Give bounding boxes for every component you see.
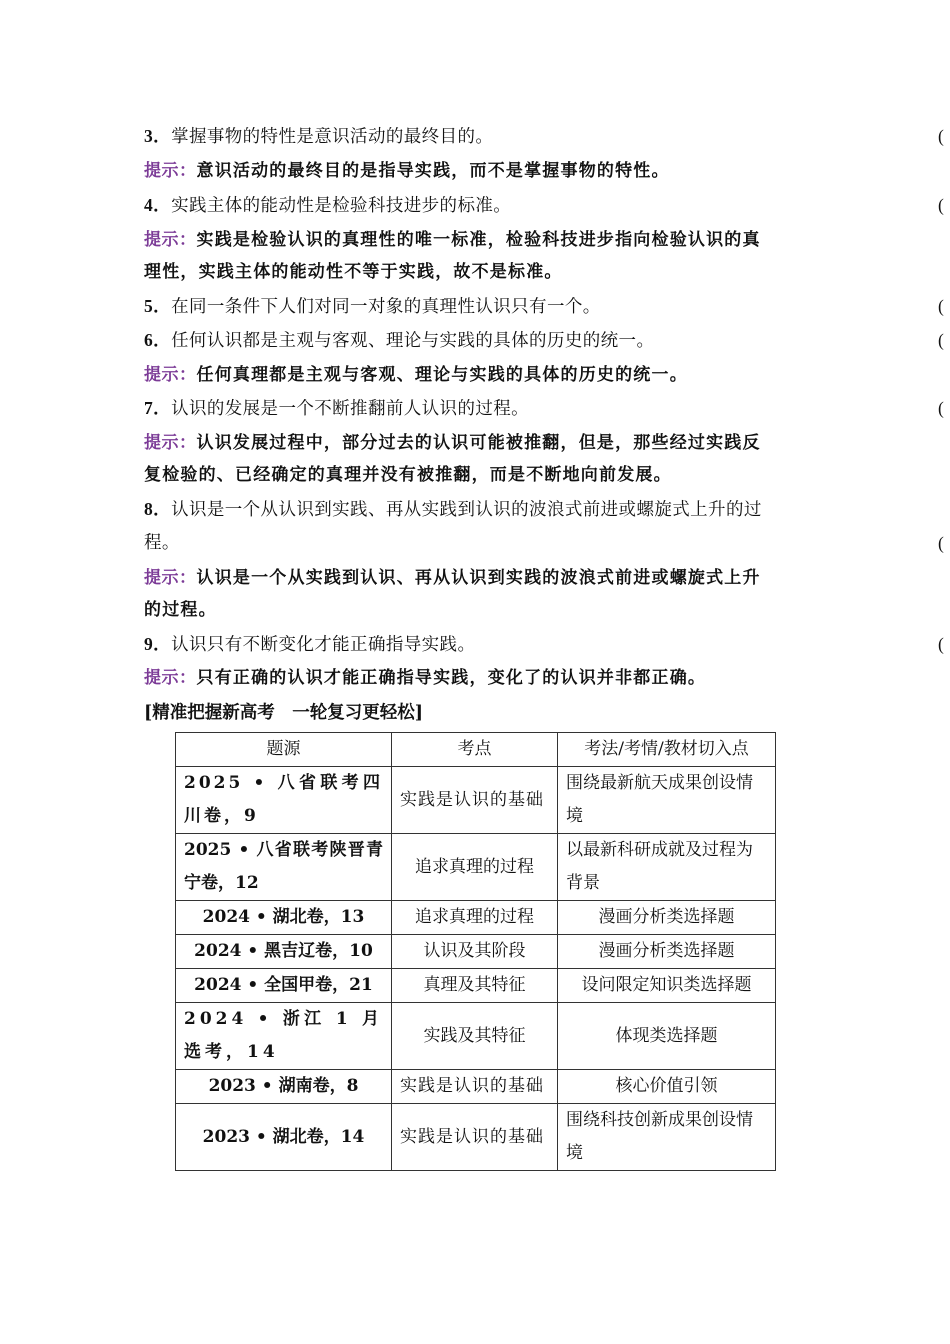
cell-source: 2023 • 湖北卷，14 — [176, 1104, 392, 1171]
question-number: 5． — [144, 296, 172, 316]
column-header-source: 题源 — [176, 733, 392, 767]
hint-9 — [144, 668, 806, 688]
cell-angle: 漫画分析类选择题 — [558, 935, 776, 969]
cell-point: 真理及其特征 — [392, 969, 558, 1003]
answer-paren: ( — [938, 195, 944, 215]
cell-point: 实践是认识的基础 — [392, 1070, 558, 1104]
cell-angle: 围绕最新航天成果创设情境 — [558, 767, 776, 834]
answer-paren: ( — [938, 398, 944, 418]
cell-angle: 设问限定知识类选择题 — [558, 969, 776, 1003]
cell-angle: 围绕科技创新成果创设情境 — [558, 1104, 776, 1171]
question-text: 程。 — [144, 533, 180, 553]
hint-text: 认识是一个从实践到认识、再从认识到实践的波浪式前进或螺旋式上升 — [196, 568, 761, 588]
question-8-cont — [144, 533, 806, 553]
section-title: [精准把握新高考 一轮复习更轻松] — [144, 703, 424, 723]
hint-text: 意识活动的最终目的是指导实践，而不是掌握事物的特性。 — [196, 161, 670, 181]
hint-label: 提示： — [144, 161, 197, 181]
question-6 — [144, 330, 806, 351]
question-number: 3． — [144, 126, 172, 146]
exam-source-table — [175, 732, 776, 1171]
table-row — [176, 1104, 776, 1171]
question-text: 认识是一个从认识到实践、再从实践到认识的波浪式前进或螺旋式上升的过 — [171, 500, 762, 520]
question-number: 8． — [144, 499, 172, 519]
table-row — [176, 1070, 776, 1104]
hint-8 — [144, 568, 806, 588]
question-number: 9． — [144, 634, 172, 654]
table-row — [176, 969, 776, 1003]
question-text: 认识的发展是一个不断推翻前人认识的过程。 — [171, 399, 530, 419]
answer-paren: ( — [938, 126, 944, 146]
hint-7-cont — [144, 465, 806, 485]
cell-angle: 体现类选择题 — [558, 1003, 776, 1070]
cell-source: 2024 • 全国甲卷，21 — [176, 969, 392, 1003]
hint-text: 实践是检验认识的真理性的唯一标准，检验科技进步指向检验认识的真 — [196, 230, 761, 250]
table-row — [176, 935, 776, 969]
column-header-point: 考点 — [392, 733, 558, 767]
hint-6 — [144, 365, 806, 385]
question-text: 认识只有不断变化才能正确指导实践。 — [171, 635, 476, 655]
cell-source: 2024 • 湖北卷，13 — [176, 901, 392, 935]
table-row — [176, 834, 776, 901]
cell-source: 2024 • 黑吉辽卷，10 — [176, 935, 392, 969]
cell-point: 实践是认识的基础 — [392, 767, 558, 834]
cell-source: 2024 • 浙江 1 月选考，14 — [176, 1003, 392, 1070]
question-text: 任何认识都是主观与客观、理论与实践的具体的历史的统一。 — [171, 331, 655, 351]
hint-8-cont — [144, 600, 806, 620]
question-text: 在同一条件下人们对同一对象的真理性认识只有一个。 — [171, 297, 601, 317]
question-5 — [144, 296, 806, 317]
cell-angle: 以最新科研成就及过程为背景 — [558, 834, 776, 901]
cell-source: 2025 • 八省联考陕晋青宁卷，12 — [176, 834, 392, 901]
hint-label: 提示： — [144, 230, 197, 250]
question-9 — [144, 634, 806, 655]
cell-source: 2025 • 八省联考四川卷，9 — [176, 767, 392, 834]
question-text: 实践主体的能动性是检验科技进步的标准。 — [171, 196, 512, 216]
hint-7 — [144, 433, 806, 453]
question-number: 7． — [144, 398, 172, 418]
hint-4-cont — [144, 262, 806, 282]
hint-text: 复检验的、已经确定的真理并没有被推翻，而是不断地向前发展。 — [144, 465, 672, 485]
cell-point: 追求真理的过程 — [392, 901, 558, 935]
question-4 — [144, 195, 806, 216]
hint-label: 提示： — [144, 668, 197, 688]
cell-point: 追求真理的过程 — [392, 834, 558, 901]
question-8 — [144, 499, 806, 520]
question-number: 4． — [144, 195, 172, 215]
column-header-angle: 考法/考情/教材切入点 — [558, 733, 776, 767]
cell-angle: 核心价值引领 — [558, 1070, 776, 1104]
question-7 — [144, 398, 806, 419]
question-text: 掌握事物的特性是意识活动的最终目的。 — [171, 127, 494, 147]
cell-point: 实践及其特征 — [392, 1003, 558, 1070]
hint-text: 认识发展过程中，部分过去的认识可能被推翻，但是，那些经过实践反 — [196, 433, 761, 453]
cell-point: 认识及其阶段 — [392, 935, 558, 969]
question-3 — [144, 126, 806, 147]
cell-point: 实践是认识的基础 — [392, 1104, 558, 1171]
answer-paren: ( — [938, 296, 944, 316]
answer-paren: ( — [938, 634, 944, 654]
hint-text: 只有正确的认识才能正确指导实践，变化了的认识并非都正确。 — [196, 668, 707, 688]
cell-source: 2023 • 湖南卷，8 — [176, 1070, 392, 1104]
table-row — [176, 1003, 776, 1070]
hint-label: 提示： — [144, 365, 197, 385]
hint-label: 提示： — [144, 433, 197, 453]
hint-text: 任何真理都是主观与客观、理论与实践的具体的历史的统一。 — [196, 365, 688, 385]
cell-angle: 漫画分析类选择题 — [558, 901, 776, 935]
hint-label: 提示： — [144, 568, 197, 588]
answer-paren: ( — [938, 533, 944, 553]
table-header-row — [176, 733, 776, 767]
table-row — [176, 901, 776, 935]
hint-text: 的过程。 — [144, 600, 217, 620]
hint-3 — [144, 161, 806, 181]
answer-paren: ( — [938, 330, 944, 350]
table-row — [176, 767, 776, 834]
hint-4 — [144, 230, 806, 250]
question-number: 6． — [144, 330, 172, 350]
hint-text: 理性，实践主体的能动性不等于实践，故不是标准。 — [144, 262, 563, 282]
